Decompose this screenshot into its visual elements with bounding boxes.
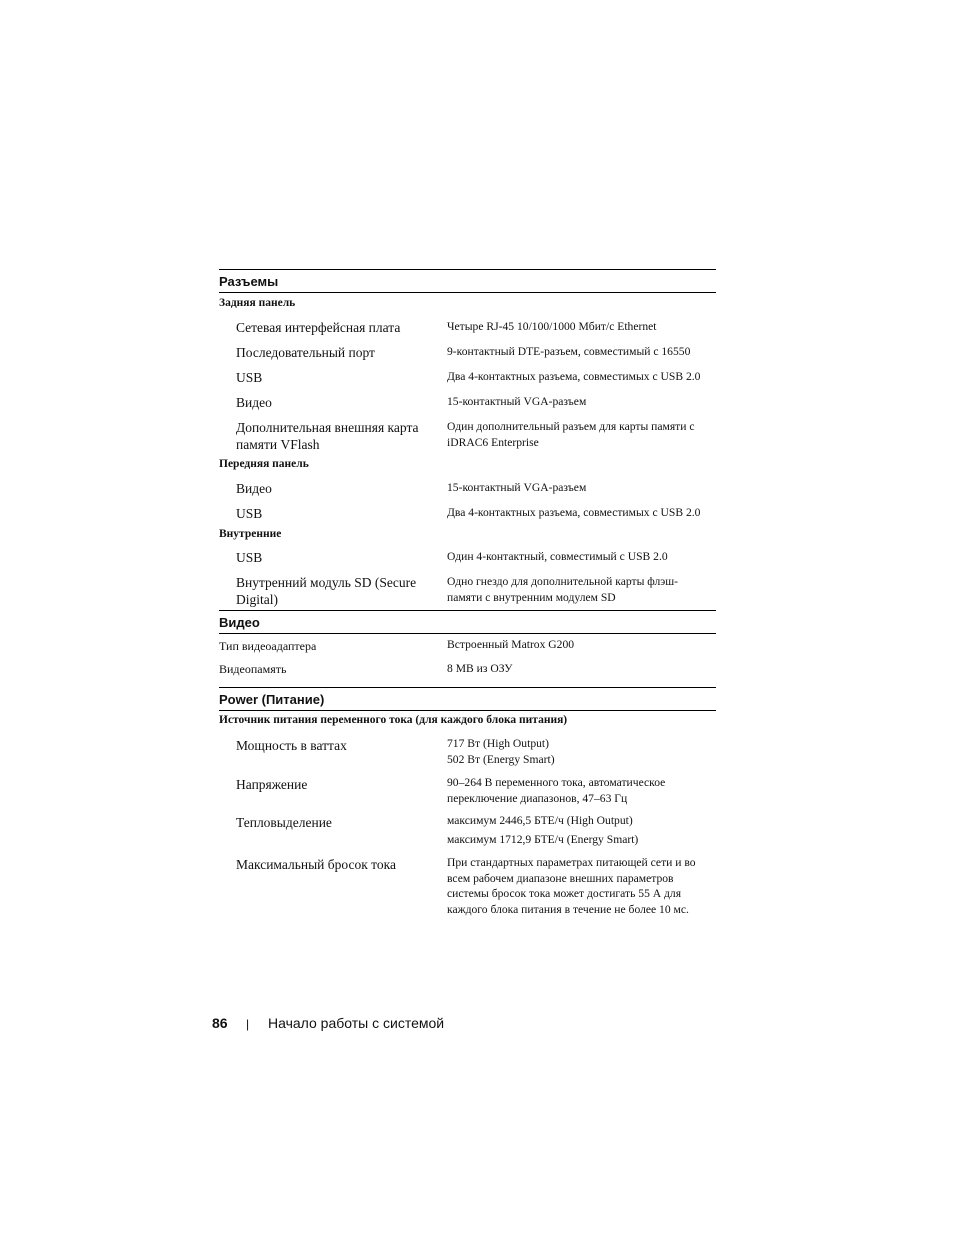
row-label: Тепловыделение (236, 815, 332, 830)
table-row (219, 658, 716, 687)
table-row (219, 567, 716, 610)
row-value: 717 Вт (High Output) (447, 737, 550, 750)
row-value: Один 4-контактный, совместимый с USB 2.0 (447, 550, 668, 563)
table-row (219, 473, 716, 498)
row-value-secondary: максимум 1712,9 БТЕ/ч (Energy Smart) (447, 833, 639, 846)
row-label: USB (236, 506, 263, 521)
row-value: При стандартных параметрах питающей сети и во всем рабочем диапазоне внешних параметров системы бросок тока может достигать 55 А для каждого блока питания в течение не более 10 мс. (447, 856, 696, 916)
subheader-label: Задняя панель (219, 297, 296, 309)
row-label: USB (236, 550, 263, 565)
subheader-label: Внутренние (219, 528, 282, 540)
subheader-label: Источник питания переменного тока (для каждого блока питания) (219, 714, 568, 726)
subheader-ac-supply (219, 711, 716, 730)
row-label: Напряжение (236, 777, 308, 792)
row-label: Сетевая интерфейсная плата (236, 320, 401, 335)
table-row (219, 362, 716, 387)
row-value: Один дополнительный разъем для карты памяти с iDRAC6 Enterprise (447, 420, 695, 449)
row-value: Встроенный Matrox G200 (447, 638, 575, 651)
row-value: Одно гнездо для дополнительной карты флэш-памяти с внутренним модулем SD (447, 575, 679, 604)
table-row (219, 808, 716, 852)
table-row (219, 730, 716, 768)
footer-title: Начало работы с системой (268, 1015, 445, 1031)
row-label: Видео (236, 481, 272, 496)
row-value: Два 4-контактных разъема, совместимых с USB 2.0 (447, 370, 701, 383)
table-row (219, 312, 716, 337)
section-header-power: Power (Питание) (219, 687, 716, 711)
row-value: 8 MB из ОЗУ (447, 662, 513, 675)
row-label: USB (236, 370, 263, 385)
subheader-back-panel (219, 293, 716, 312)
page-number: 86 (212, 1015, 228, 1031)
row-value: Два 4-контактных разъема, совместимых с USB 2.0 (447, 506, 701, 519)
row-label: Тип видеоадаптера (219, 639, 317, 653)
row-value: Четыре RJ-45 10/100/1000 Мбит/с Ethernet (447, 320, 657, 333)
row-value: максимум 2446,5 БТЕ/ч (High Output) (447, 814, 633, 827)
row-value: 15-контактный VGA-разъем (447, 481, 587, 494)
row-value: 90–264 В переменного тока, автоматическое переключение диапазонов, 47–63 Гц (447, 776, 666, 805)
row-value-secondary: 502 Вт (Energy Smart) (447, 753, 555, 766)
table-row (219, 412, 716, 453)
table-row (219, 768, 716, 808)
row-label: Видеопамять (219, 662, 287, 676)
row-label: Последовательный порт (236, 345, 375, 360)
table-row (219, 542, 716, 567)
table-row (219, 498, 716, 523)
row-label: Мощность в ваттах (236, 738, 347, 753)
subheader-label: Передняя панель (219, 458, 309, 470)
table-row (219, 387, 716, 412)
section-header-video: Видео (219, 610, 716, 634)
footer-separator: | (246, 1017, 250, 1031)
row-label: Максимальный бросок тока (236, 857, 396, 872)
row-value: 15-контактный VGA-разъем (447, 395, 587, 408)
row-label: Дополнительная внешняя карта памяти VFlash (236, 420, 419, 452)
table-row (219, 337, 716, 362)
subheader-front-panel (219, 453, 716, 473)
row-label: Видео (236, 395, 272, 410)
row-value: 9-контактный DTE-разъем, совместимый с 16550 (447, 345, 691, 358)
table-row (219, 634, 716, 658)
spec-table (219, 269, 716, 922)
table-row (219, 852, 716, 922)
row-label: Внутренний модуль SD (Secure Digital) (236, 575, 417, 607)
subheader-internal (219, 523, 716, 542)
section-header-connectors: Разъемы (219, 269, 716, 293)
